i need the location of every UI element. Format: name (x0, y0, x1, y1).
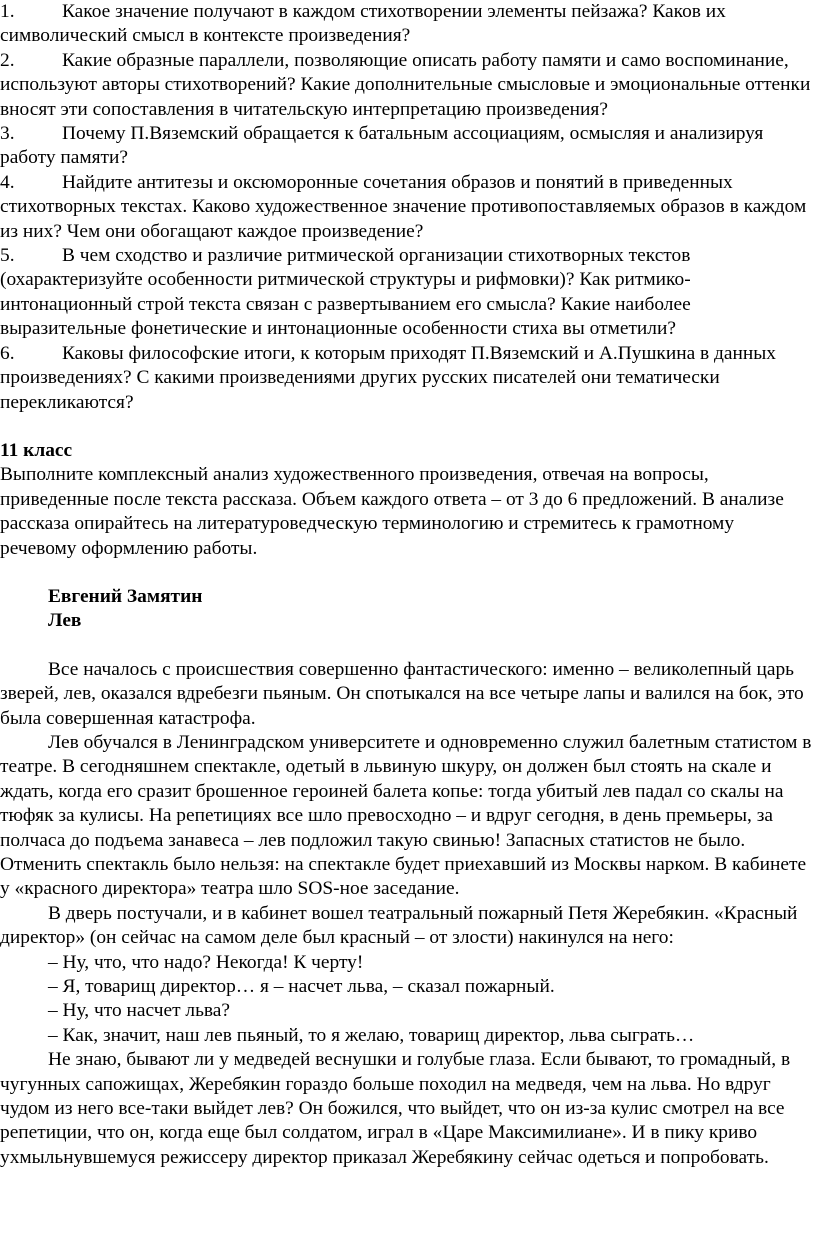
question-number: 2. (0, 49, 15, 71)
spacer (0, 415, 812, 439)
question-item (0, 342, 812, 415)
question-number: 6. (0, 342, 15, 364)
question-item (0, 49, 812, 122)
story-paragraph: Не знаю, бывают ли у медведей веснушки и голубые глаза. Если бывают, то громадный, в чугунных сапожищах, Жеребякин гораздо больше походил на медведя, чем на льва. Но вдруг чудом из него все-таки выйдет лев? Он божился, что выйдет, что он из-за кулис смотрел на все репетиции, что он, когда еще был солдатом, играл в «Царе Максимилиане». И в пику криво ухмыльнувшемуся режиссеру директор приказал Жеребякину сейчас одеться и попробовать. (0, 1049, 791, 1168)
question-text: В чем сходство и различие ритмической организации стихотворных текстов (охарактеризуйте особенности ритмической структуры и рифмовки)? Как ритмико-интонационный строй текста связан с развертыванием его смысла? Какие наиболее выразительные фонетические и интонационные особенности стиха вы отметили? (0, 245, 691, 340)
dialogue-line: – Как, значит, наш лев пьяный, то я желаю, товарищ директор, льва сыграть… (48, 1024, 695, 1046)
story-title: Лев (48, 610, 82, 632)
dialogue-line: – Я, товарищ директор… я – насчет льва, – сказал пожарный. (48, 976, 555, 998)
section-instructions: Выполните комплексный анализ художественного произведения, отвечая на вопросы, приведенные после текста рассказа. Объем каждого ответа – от 3 до 6 предложений. В анализе рассказа опирайтесь на литературоведческую терминологию и стремитесь к грамотному речевому оформлению работы. (0, 464, 784, 559)
dialogue-line: – Ну, что, что надо? Некогда! К черту! (48, 951, 364, 973)
story-paragraph: Все началось с происшествия совершенно фантастического: именно – великолепный царь зверей, лев, оказался вдребезги пьяным. Он спотыкался на все четыре лапы и валился на бок, это была совершенная катастрофа. (0, 658, 804, 729)
story-author: Евгений Замятин (48, 585, 203, 607)
question-text: Почему П.Вяземский обращается к батальным ассоциациям, осмысляя и анализируя работу памяти? (0, 123, 764, 169)
question-number: 3. (0, 123, 15, 145)
question-number: 5. (0, 245, 15, 267)
question-text: Каковы философские итоги, к которым приходят П.Вяземский и А.Пушкина в данных произведениях? С какими произведениями других русских писателей они тематически перекликаются? (0, 342, 776, 413)
spacer (0, 561, 812, 585)
dialogue-line: – Ну, что насчет льва? (48, 1000, 231, 1022)
section-heading: 11 класс (0, 439, 73, 461)
question-item (0, 122, 812, 171)
question-text: Какие образные параллели, позволяющие описать работу памяти и само воспоминание, используют авторы стихотворений? Какие дополнительные смысловые и эмоциональные оттенки вносят эти сопоставления в читательскую интерпретацию произведения? (0, 49, 811, 120)
question-item (0, 171, 812, 244)
question-item (0, 0, 812, 49)
story-paragraph: Лев обучался в Ленинградском университете и одновременно служил балетным статистом в театре. В сегодняшнем спектакле, одетый в львиную шкуру, он должен был стоять на скале и ждать, когда его сразит брошенное героиней балета копье: тогда убитый лев падал со скалы на тюфяк за кулисы. На репетициях все шло превосходно – и вдруг сегодня, в день премьеры, за полчаса до подъема занавеса – лев подложил такую свинью! Запасных статистов не было. Отменить спектакль было нельзя: на спектакле будет приехавший из Москвы нарком. В кабинете у «красного директора» театра шло SOS-ное заседание. (0, 731, 812, 900)
spacer (0, 634, 812, 658)
question-item (0, 244, 812, 342)
story-paragraph: В дверь постучали, и в кабинет вошел театральный пожарный Петя Жеребякин. «Красный директор» (он сейчас на самом деле был красный – от злости) накинулся на него: (0, 902, 798, 949)
question-number: 1. (0, 1, 15, 22)
question-number: 4. (0, 171, 15, 193)
question-list (0, 0, 812, 415)
question-text: Какое значение получают в каждом стихотворении элементы пейзажа? Каков их символический смысл в контексте произведения? (0, 1, 726, 47)
question-text: Найдите антитезы и оксюморонные сочетания образов и понятий в приведенных стихотворных текстах. Каково художественное значение противопоставляемых образов в каждом из них? Чем они обогащают каждое произведение? (0, 171, 807, 242)
